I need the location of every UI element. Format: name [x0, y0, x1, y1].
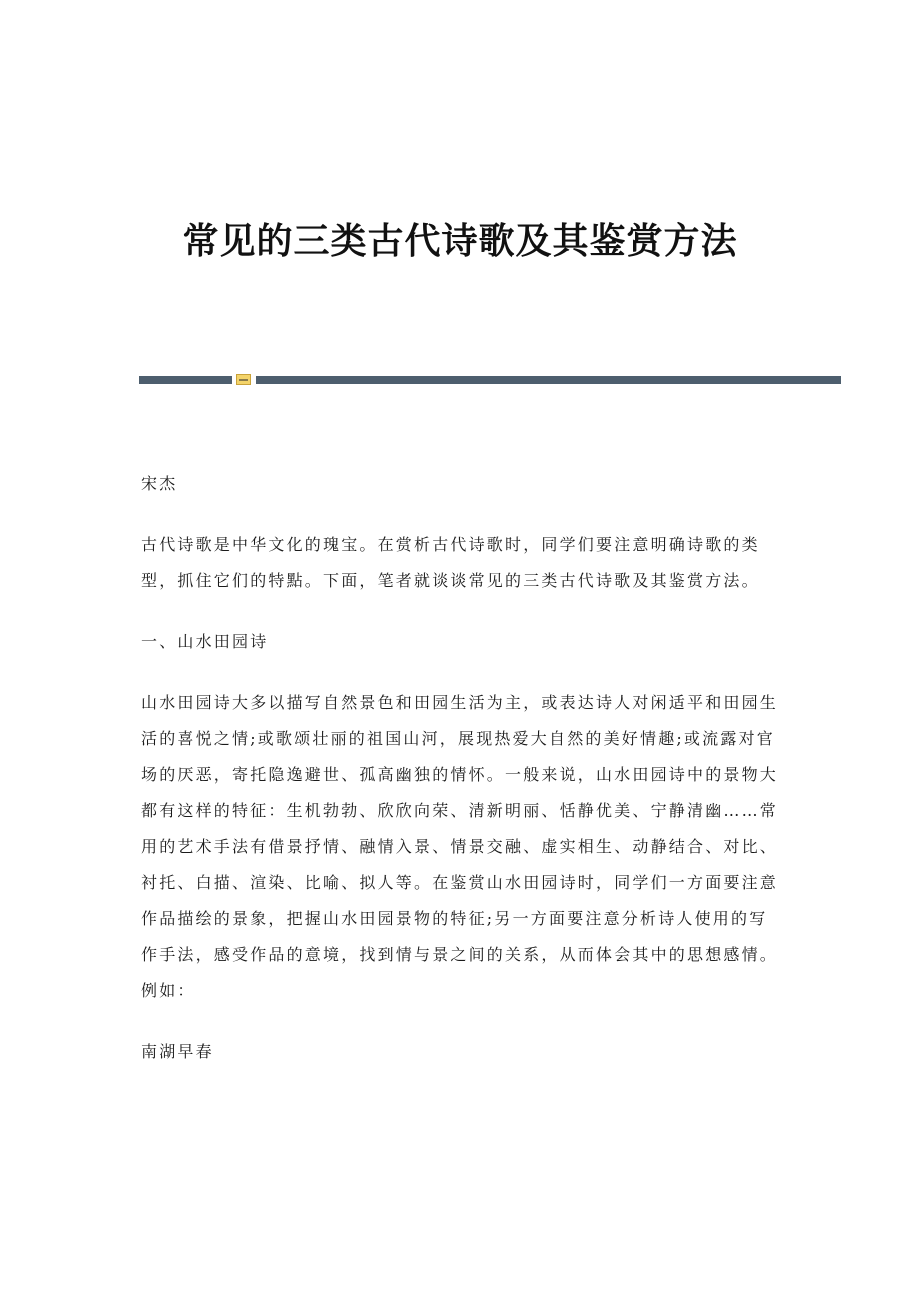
divider-bar-left	[139, 376, 232, 384]
intro-paragraph: 古代诗歌是中华文化的瑰宝。在赏析古代诗歌时，同学们要注意明确诗歌的类型，抓住它们的特點。下面，笔者就谈谈常见的三类古代诗歌及其鉴赏方法。	[141, 535, 760, 590]
divider-ornament-icon	[236, 374, 251, 385]
poem-title: 南湖早春	[141, 1042, 214, 1061]
author-name: 宋杰	[141, 474, 178, 493]
document-title: 常见的三类古代诗歌及其鉴赏方法	[182, 220, 738, 262]
body-paragraph: 山水田园诗大多以描写自然景色和田园生活为主，或表达诗人对闲适平和田园生活的喜悦之情;或歌颂壮丽的祖国山河，展现热爱大自然的美好情趣;或流露对官场的厌恶，寄托隐逸避世、孤高幽独的情怀。一般来说，山水田园诗中的景物大都有这样的特征：生机勃勃、欣欣向荣、清新明丽、恬静优美、宁静清幽……常用的艺术手法有借景抒情、融情入景、情景交融、虚实相生、动静结合、对比、衬托、白描、渲染、比喻、拟人等。在鉴赏山水田园诗时，同学们一方面要注意作品描绘的景象，把握山水田园景物的特征;另一方面要注意分析诗人使用的写作手法，感受作品的意境，找到情与景之间的关系，从而体会其中的思想感情。例如：	[141, 693, 779, 1000]
title-divider	[139, 374, 841, 384]
document-body	[141, 466, 781, 1095]
divider-bar-right	[256, 376, 841, 384]
section-heading: 一、山水田园诗	[141, 632, 269, 651]
